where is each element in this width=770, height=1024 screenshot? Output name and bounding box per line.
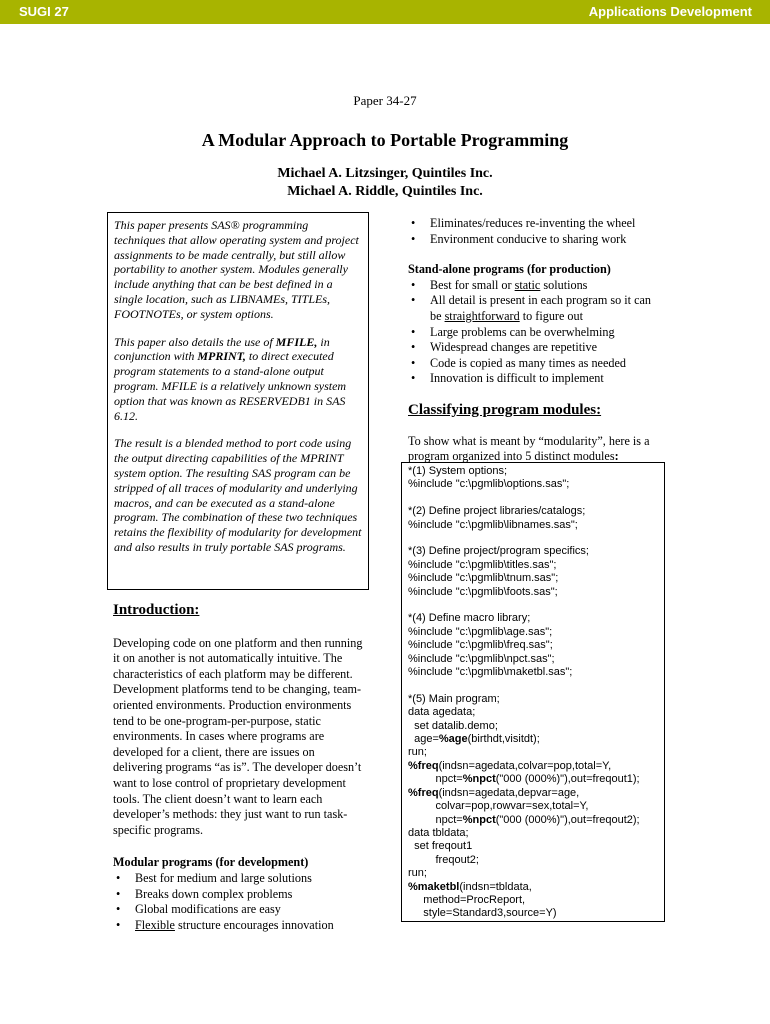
- code-line: set freqout1: [408, 840, 473, 853]
- modular-heading: Modular programs (for development): [113, 855, 309, 870]
- classifying-intro-text: To show what is meant by “modularity”, here is a program organized into 5 distinct modules: [408, 433, 650, 464]
- list-item-text: solutions: [540, 277, 588, 292]
- list-item: • Innovation is difficult to implement: [408, 371, 664, 387]
- list-item-text: All detail is present in each program so it can be: [430, 293, 651, 323]
- code-line: [408, 773, 658, 786]
- list-item-text: to figure out: [519, 308, 583, 323]
- abstract-box: [107, 212, 369, 590]
- macro-call: %maketbl: [408, 880, 460, 893]
- code-text: (indsn=agedata,colvar=pop,total=Y,: [438, 759, 612, 772]
- code-text: ("000 (000%)"),out=freqout1);: [495, 773, 640, 786]
- code-line: %include "c:\pgmlib\age.sas";: [408, 625, 553, 638]
- code-line: [408, 733, 658, 746]
- right-column: [408, 216, 664, 465]
- classifying-intro: [408, 434, 664, 465]
- code-block-3: [408, 545, 658, 599]
- code-block-1: [408, 465, 658, 492]
- abstract-text: This paper also details the use of: [114, 334, 276, 349]
- code-block-4: [408, 612, 658, 679]
- code-line: [408, 814, 658, 827]
- code-line: set datalib.demo;: [408, 719, 498, 732]
- underlined-word: Flexible: [135, 917, 175, 932]
- underlined-word: static: [514, 277, 541, 292]
- code-line: data agedata;: [408, 706, 476, 719]
- paper-title: A Modular Approach to Portable Programming: [201, 130, 569, 150]
- macro-call: %npct: [462, 773, 496, 786]
- list-item: [113, 918, 365, 934]
- list-item: • Widespread changes are repetitive: [408, 340, 664, 356]
- list-item-text: structure encourages innovation: [174, 917, 334, 932]
- code-text: (indsn=tbldata,: [459, 880, 532, 893]
- introduction-body: Developing code on one platform and then running it on another is not automatically intuitive. The characteristics of each platform may be different. Development platforms tend to be changing, team-oriented environments. Production environments tend to be one-program-per-purpose, static environments. In cases where programs are developed for a client, there are issues on delivering programs “as is”. The developer doesn’t want to lose control of proprietary development tools. The client doesn’t want to learn each developer’s methods: they just want to run task-specific programs.: [113, 635, 363, 837]
- code-block-2: [408, 505, 658, 532]
- header-bar: [0, 0, 770, 24]
- abstract-mprint: MPRINT,: [197, 349, 246, 364]
- code-line: %include "c:\pgmlib\options.sas";: [408, 478, 570, 491]
- modular-list: [113, 871, 365, 933]
- conference-label: SUGI 27: [19, 4, 69, 19]
- code-line: freqout2;: [408, 853, 479, 866]
- code-line: *(4) Define macro library;: [408, 612, 531, 625]
- list-item: • Breaks down complex problems: [113, 887, 365, 903]
- abstract-paragraph-3: The result is a blended method to port code using the output directing capabilities of the MPRINT system option. The resulting SAS program can be stripped of all traces of modularity and underlying macros, and can be executed as a stand-alone program. The combination of these two techniques retains the flexibility of modularity for development and also results in truly portable SAS programs.: [114, 436, 362, 554]
- code-listing: [401, 462, 665, 922]
- code-text: npct=: [408, 773, 463, 786]
- code-line: [408, 760, 658, 773]
- code-line: *(1) System options;: [408, 465, 508, 477]
- code-line: %include "c:\pgmlib\titles.sas";: [408, 558, 557, 571]
- list-item: • Eliminates/reduces re-inventing the wheel: [408, 216, 664, 232]
- code-line: *(2) Define project libraries/catalogs;: [408, 505, 586, 518]
- macro-call: %age: [438, 733, 468, 746]
- code-line: data tbldata;: [408, 826, 469, 839]
- code-line: [408, 881, 658, 894]
- code-line: *(5) Main program;: [408, 692, 500, 705]
- list-item: • Global modifications are easy: [113, 902, 365, 918]
- list-item: • Large problems can be overwhelming: [408, 325, 664, 341]
- code-line: run;: [408, 746, 427, 759]
- list-item: • Best for medium and large solutions: [113, 871, 365, 887]
- code-line: run;: [408, 867, 427, 880]
- code-line: %include "c:\pgmlib\tnum.sas";: [408, 572, 559, 585]
- standalone-list: [408, 278, 664, 387]
- code-line: %include "c:\pgmlib\npct.sas";: [408, 652, 555, 665]
- macro-call: %npct: [462, 813, 496, 826]
- code-line: *(3) Define project/program specifics;: [408, 545, 589, 558]
- introduction-heading: Introduction:: [113, 602, 200, 618]
- list-item: [408, 278, 664, 294]
- author-2: Michael A. Riddle, Quintiles Inc.: [287, 184, 483, 199]
- list-item: • Environment conducive to sharing work: [408, 232, 664, 248]
- abstract-text: in conjunction with: [114, 334, 330, 364]
- code-text: npct=: [408, 813, 463, 826]
- section-label: Applications Development: [588, 4, 752, 19]
- code-block-5: [408, 693, 658, 921]
- code-line: [408, 787, 658, 800]
- code-line: method=ProcReport,: [408, 893, 526, 906]
- modular-list-continued: [408, 216, 664, 247]
- classifying-colon: :: [614, 449, 619, 464]
- introduction-section: [113, 603, 365, 933]
- code-text: (indsn=agedata,depvar=age,: [438, 786, 580, 799]
- code-line: %include "c:\pgmlib\freq.sas";: [408, 639, 553, 652]
- author-1: Michael A. Litzsinger, Quintiles Inc.: [277, 166, 493, 181]
- list-item: • Code is copied as many times as needed: [408, 356, 664, 372]
- standalone-heading: Stand-alone programs (for production): [408, 262, 611, 277]
- code-text: ("000 (000%)"),out=freqout2);: [495, 813, 640, 826]
- abstract-mfile: MFILE,: [275, 334, 318, 349]
- code-line: %include "c:\pgmlib\foots.sas";: [408, 585, 558, 598]
- code-line: %include "c:\pgmlib\maketbl.sas";: [408, 666, 573, 679]
- underlined-word: straightforward: [444, 308, 520, 323]
- abstract-paragraph-1: This paper presents SAS® programming techniques that allow operating system and project assignments to be made centrally, but still allow portability to another system. Modules generally include anything that can be best defined in a single location, such as LIBNAMEs, TITLEs, FOOTNOTEs, or system options.: [114, 218, 359, 321]
- list-item-text: Best for small or: [430, 277, 515, 292]
- abstract-paragraph-2: [114, 335, 362, 424]
- list-item: [408, 293, 664, 324]
- macro-call: %freq: [408, 759, 439, 772]
- code-line: colvar=pop,rowvar=sex,total=Y,: [408, 800, 589, 813]
- code-line: style=Standard3,source=Y): [408, 907, 557, 920]
- code-text: age=: [408, 733, 439, 746]
- paper-number: Paper 34-27: [353, 93, 417, 108]
- abstract-text: to direct executed program statements to a stand-alone output program. MFILE is a relatively unknown system option that was known as RESERVEDB1 in SAS 6.12.: [114, 349, 347, 423]
- classifying-heading: Classifying program modules:: [408, 401, 602, 418]
- macro-call: %freq: [408, 786, 439, 799]
- code-text: (birthdt,visitdt);: [467, 733, 540, 746]
- code-line: %include "c:\pgmlib\libnames.sas";: [408, 518, 578, 531]
